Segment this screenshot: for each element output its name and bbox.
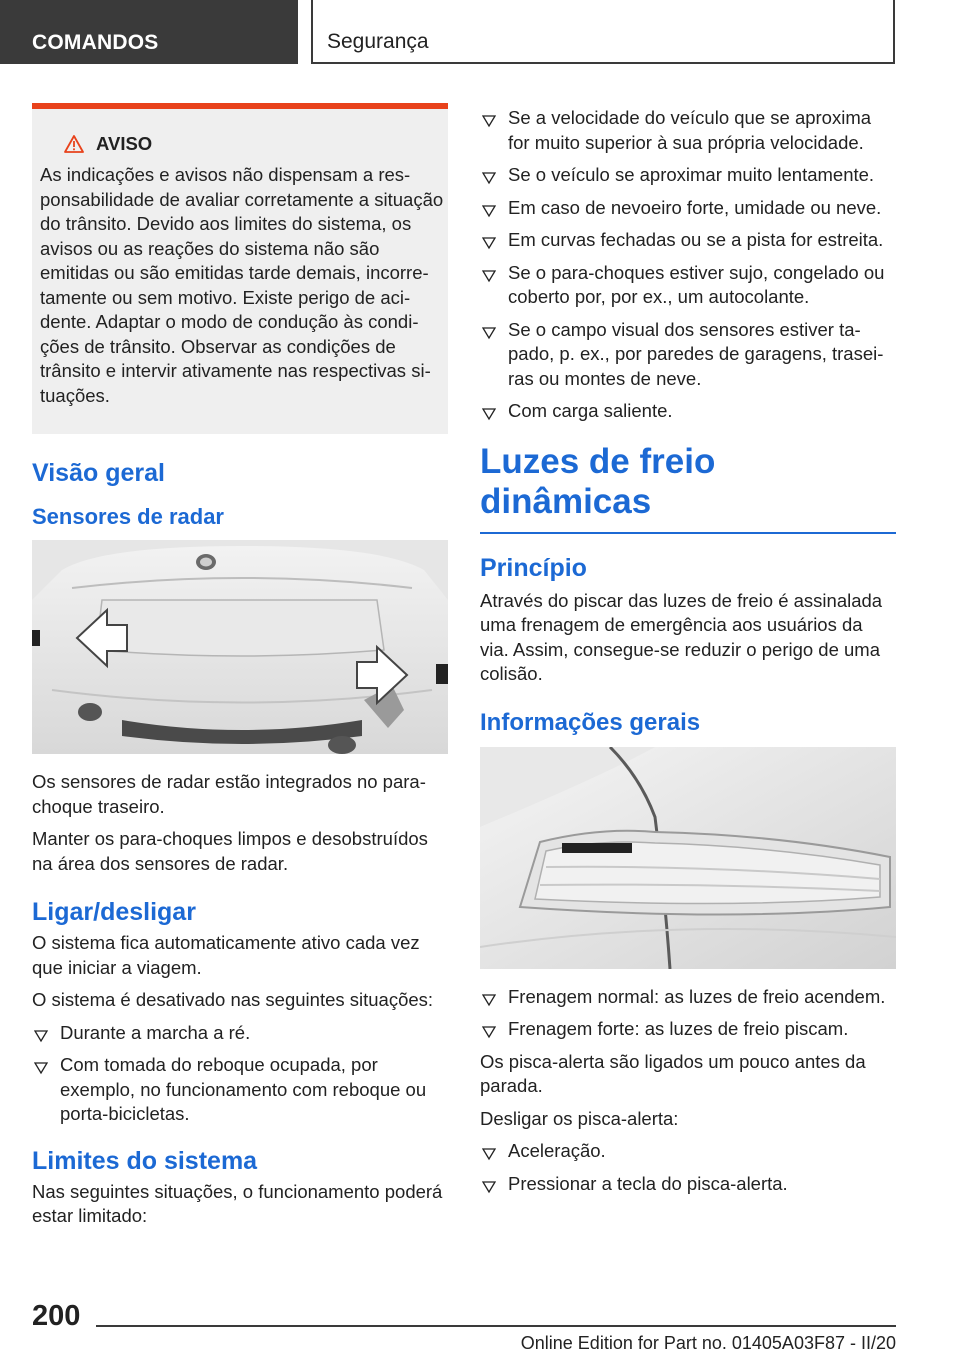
warning-title: [64, 133, 448, 155]
list-item: [480, 318, 896, 392]
ligar-list: [32, 1021, 448, 1127]
sensores-paragraph-2: Manter os para-choques limpos e desobstruídos na área dos sensores de radar.: [32, 828, 428, 874]
car-rear-radar-image: [32, 540, 448, 754]
heading-ligar-desligar: Ligar/desligar: [32, 898, 196, 926]
heading-limites-sistema: Limites do sistema: [32, 1146, 258, 1175]
right-column: [480, 106, 896, 1204]
bullet-triangle-icon: [482, 1176, 496, 1201]
heading-sensores-radar: Sensores de radar: [32, 504, 224, 529]
bullet-triangle-icon: [482, 200, 496, 225]
bullet-triangle-icon: [482, 1143, 496, 1168]
list-item: [32, 1021, 448, 1046]
list-item-text: Frenagem normal: as luzes de freio acendem.: [508, 985, 886, 1007]
bullet-triangle-icon: [482, 167, 496, 192]
sensores-paragraph-1: Os sensores de radar estão integrados no para-choque traseiro.: [32, 771, 426, 817]
bullet-triangle-icon: [482, 265, 496, 290]
list-item: [480, 196, 896, 221]
warning-triangle-icon: [64, 135, 84, 153]
info-paragraph-1: Os pisca-alerta são ligados um pouco antes da parada.: [480, 1050, 866, 1096]
list-item-text: Com tomada do reboque ocupada, por exemplo, no funcionamento com reboque ou porta-bicicletas.: [60, 1054, 427, 1124]
warning-title-text: AVISO: [96, 133, 153, 154]
list-item-text: Se o veículo se aproximar muito lentamente.: [508, 164, 875, 185]
info-paragraph-2: Desligar os pisca-alerta:: [480, 1107, 679, 1129]
list-item-text: Se o campo visual dos sensores estiver tapado, p. ex., por paredes de garagens, traseiras ou montes de neve.: [508, 318, 884, 389]
brake-light-illustration: [480, 747, 896, 969]
info-list: [480, 985, 896, 1042]
page-number: 200: [32, 1300, 81, 1332]
footer-edition: Online Edition for Part no. 01405A03F87 - II/20: [520, 1333, 896, 1353]
list-item: [32, 1053, 448, 1127]
footer-divider: [96, 1325, 896, 1327]
bullet-triangle-icon: [482, 403, 496, 428]
list-item: [480, 985, 896, 1010]
bullet-triangle-icon: [482, 1021, 496, 1046]
heading-principio: Princípio: [480, 553, 587, 582]
heading-visao-geral: Visão geral: [32, 459, 165, 487]
bullet-triangle-icon: [482, 989, 496, 1014]
list-item-text: Em caso de nevoeiro forte, umidade ou neve.: [508, 196, 882, 218]
bullet-triangle-icon: [482, 322, 496, 347]
list-item-text: Pressionar a tecla do pisca-alerta.: [508, 1172, 788, 1194]
list-item: [480, 163, 896, 188]
list-item: [480, 228, 896, 253]
bullet-triangle-icon: [34, 1057, 48, 1082]
principio-paragraph: Através do piscar das luzes de freio é assinalada uma frenagem de emergência aos usuários da via. Assim, consegue-se reduzir o perigo de uma colisão.: [480, 589, 883, 684]
list-item-text: Frenagem forte: as luzes de freio piscam.: [508, 1018, 849, 1039]
list-item-text: Aceleração.: [508, 1140, 606, 1161]
bullet-triangle-icon: [482, 232, 496, 257]
list-item-text: Se o para-choques estiver sujo, congelado ou coberto por, por ex., um autocolante.: [508, 261, 885, 307]
list-item-text: Com carga saliente.: [508, 400, 673, 421]
bullet-triangle-icon: [34, 1025, 48, 1050]
header-chapter-tab: Segurança: [311, 0, 895, 64]
header-section-tab: COMANDOS: [0, 0, 298, 64]
limites-paragraph: Nas seguintes situações, o funcionamento poderá estar limitado:: [32, 1180, 443, 1226]
list-item: [480, 1139, 896, 1164]
warning-body: As indicações e avisos não dispensam a responsabilidade de avaliar corretamente a situação do trânsito. Devido aos limites do sistema, os avisos ou as reações do sistema não são emitidas ou são emitidas tarde demais, incorretamente ou sem motivo. Existe perigo de acidente. Adaptar o modo de condução às condições de trânsito. Observar as condições de trânsito e intervir ativamente nas respectivas situações.: [40, 164, 444, 406]
ligar-paragraph-1: O sistema fica automaticamente ativo cada vez que iniciar a viagem.: [32, 932, 420, 978]
limites-list: [480, 106, 896, 424]
ligar-paragraph-2: O sistema é desativado nas seguintes situações:: [32, 989, 434, 1010]
list-item-text: Durante a marcha a ré.: [60, 1021, 251, 1043]
warning-box: [32, 103, 448, 434]
list-item: [480, 1172, 896, 1197]
bullet-triangle-icon: [482, 110, 496, 135]
left-column: [32, 100, 448, 1237]
list-item: [480, 106, 896, 155]
heading-luzes-freio-dinamicas: Luzes de freio dinâmicas: [480, 442, 896, 534]
desligar-list: [480, 1139, 896, 1196]
list-item: [480, 261, 896, 310]
brake-light-image: [480, 747, 896, 969]
list-item-text: Em curvas fechadas ou se a pista for estreita.: [508, 229, 884, 250]
list-item: [480, 399, 896, 424]
car-rear-radar-illustration: [32, 540, 448, 754]
list-item: [480, 1017, 896, 1042]
list-item-text: Se a velocidade do veículo que se aproxima for muito superior à sua própria velocidade.: [508, 107, 872, 153]
heading-informacoes-gerais: Informações gerais: [480, 708, 701, 736]
